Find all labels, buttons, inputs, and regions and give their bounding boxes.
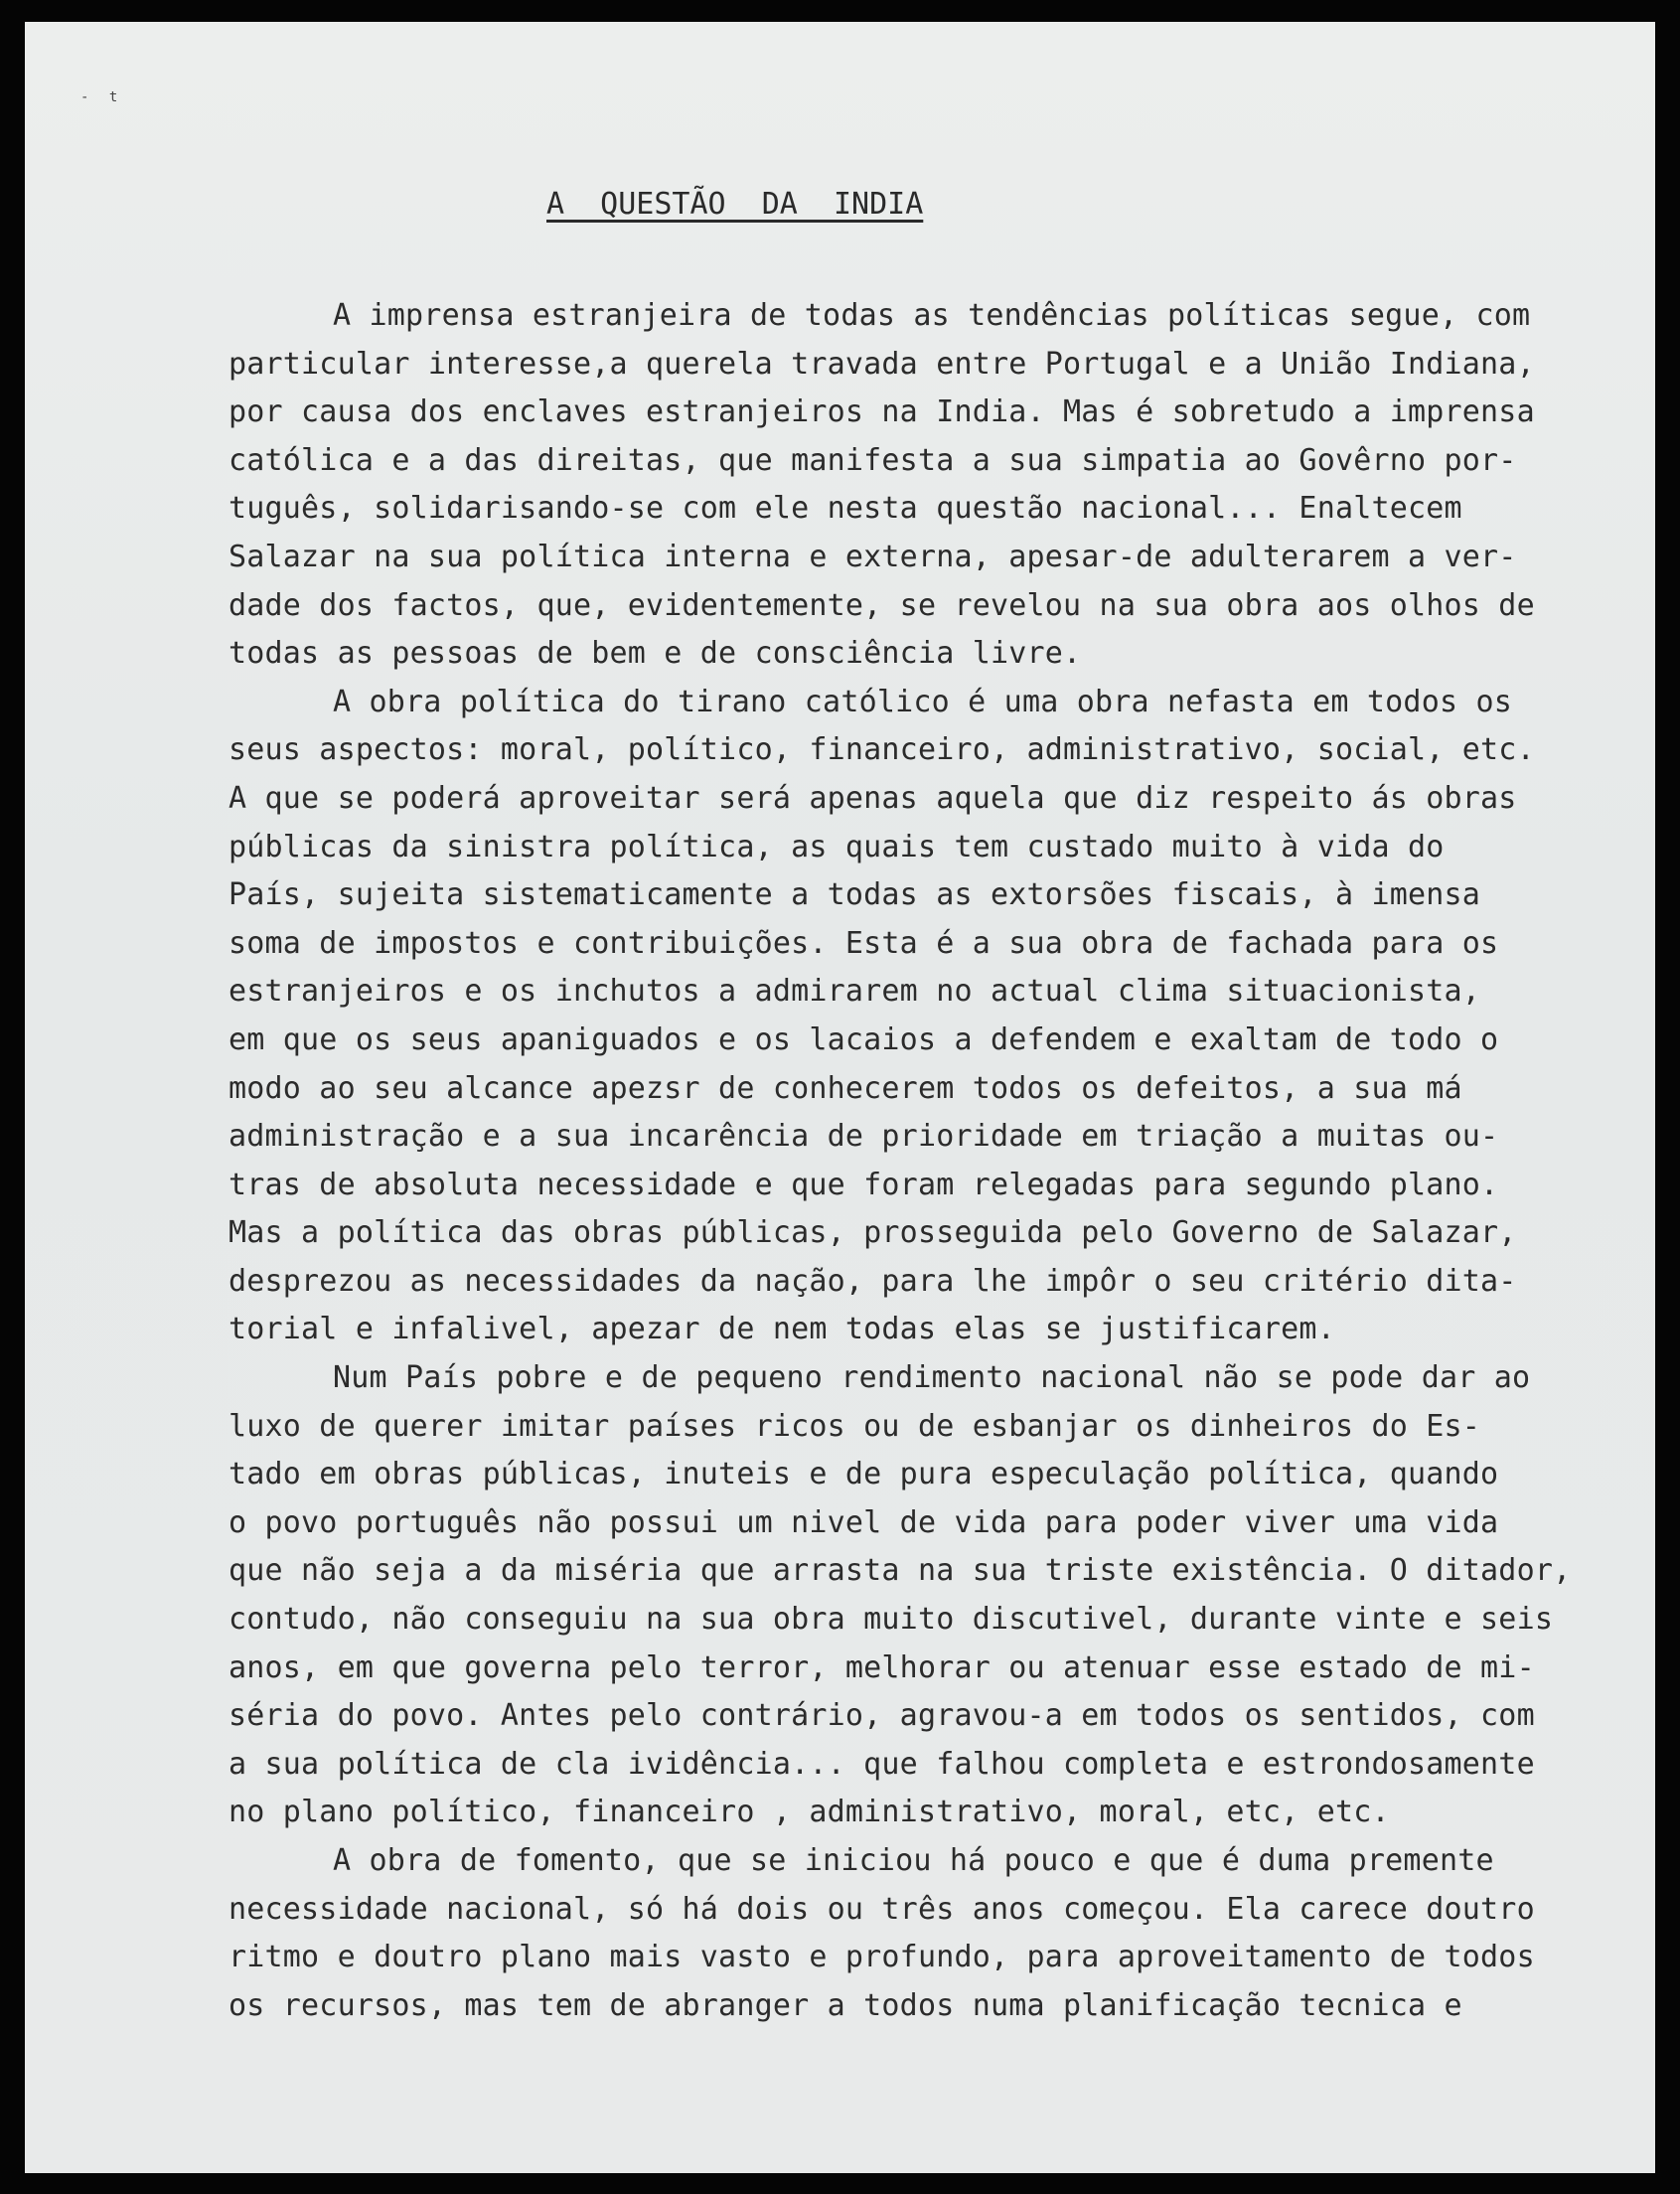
text-line: torial e infalivel, apezar de nem todas elas se justificarem. (229, 1312, 1335, 1347)
text-line: soma de impostos e contribuições. Esta é a sua obra de fachada para os (229, 925, 1499, 961)
text-line: A obra de fomento, que se iniciou há pouco e que é duma premente (333, 1843, 1494, 1878)
text-line: em que os seus apaniguados e os lacaios a defendem e exaltam de todo o (229, 1021, 1499, 1057)
text-line: estranjeiros e os inchutos a admirarem no actual clima situacionista, (229, 974, 1481, 1010)
text-line: séria do povo. Antes pelo contrário, agravou-a em todos os sentidos, com (229, 1698, 1535, 1734)
text-line: A que se poderá aproveitar será apenas aquela que diz respeito ás obras (229, 780, 1517, 816)
text-line: todas as pessoas de bem e de consciência livre. (229, 636, 1082, 672)
text-line: administração e a sua incarência de prioridade em triação a muitas ou- (229, 1119, 1499, 1155)
typewritten-page (25, 22, 1655, 2173)
text-line: Mas a política das obras públicas, prosseguida pelo Governo de Salazar, (229, 1215, 1517, 1251)
text-line: modo ao seu alcance apezsr de conhecerem todos os defeitos, a sua má (229, 1070, 1462, 1106)
text-line: no plano político, financeiro , administrativo, moral, etc, etc. (229, 1795, 1390, 1830)
page-title: A QUESTÃO DA INDIA (546, 187, 924, 222)
text-line: públicas da sinistra política, as quais tem custado muito à vida do (229, 829, 1445, 864)
text-line: desprezou as necessidades da nação, para lhe impôr o seu critério dita- (229, 1263, 1517, 1299)
text-line: tuguês, solidarisando-se com ele nesta questão nacional... Enaltecem (229, 491, 1462, 527)
corner-mark: - t (80, 89, 124, 105)
text-line: seus aspectos: moral, político, financeiro, administrativo, social, etc. (229, 732, 1535, 768)
text-line: o povo português não possui um nivel de vida para poder viver uma vida (229, 1504, 1499, 1540)
text-line: os recursos, mas tem de abranger a todos numa planificação tecnica e (229, 1987, 1462, 2023)
text-line: contudo, não conseguiu na sua obra muito discutivel, durante vinte e seis (229, 1602, 1554, 1638)
text-line: católica e a das direitas, que manifesta a sua simpatia ao Govêrno por- (229, 442, 1517, 478)
text-line: tras de absoluta necessidade e que foram relegadas para segundo plano. (229, 1167, 1499, 1202)
text-line: a sua política de cla ividência... que falhou completa e estrondosamente (229, 1746, 1535, 1782)
text-line: necessidade nacional, só há dois ou três anos começou. Ela carece doutro (229, 1891, 1535, 1927)
text-line: País, sujeita sistematicamente a todas as extorsões fiscais, à imensa (229, 877, 1481, 913)
text-line: ritmo e doutro plano mais vasto e profundo, para aproveitamento de todos (229, 1940, 1535, 1975)
text-line: anos, em que governa pelo terror, melhorar ou atenuar esse estado de mi- (229, 1649, 1535, 1685)
text-line: por causa dos enclaves estranjeiros na India. Mas é sobretudo a imprensa (229, 394, 1535, 430)
text-line: tado em obras públicas, inuteis e de pura especulação política, quando (229, 1457, 1499, 1492)
text-line: que não seja a da miséria que arrasta na sua triste existência. O ditador, (229, 1553, 1572, 1589)
text-line: Num País pobre e de pequeno rendimento nacional não se pode dar ao (333, 1360, 1531, 1396)
text-line: dade dos factos, que, evidentemente, se revelou na sua obra aos olhos de (229, 587, 1535, 623)
text-line: particular interesse,a querela travada entre Portugal e a União Indiana, (229, 346, 1535, 382)
text-line: A imprensa estranjeira de todas as tendências políticas segue, com (333, 298, 1531, 333)
document-body (229, 292, 1659, 2030)
text-line: Salazar na sua política interna e externa, apesar-de adulterarem a ver- (229, 539, 1517, 574)
text-line: A obra política do tirano católico é uma obra nefasta em todos os (333, 684, 1512, 719)
text-line: luxo de querer imitar países ricos ou de esbanjar os dinheiros do Es- (229, 1408, 1481, 1444)
